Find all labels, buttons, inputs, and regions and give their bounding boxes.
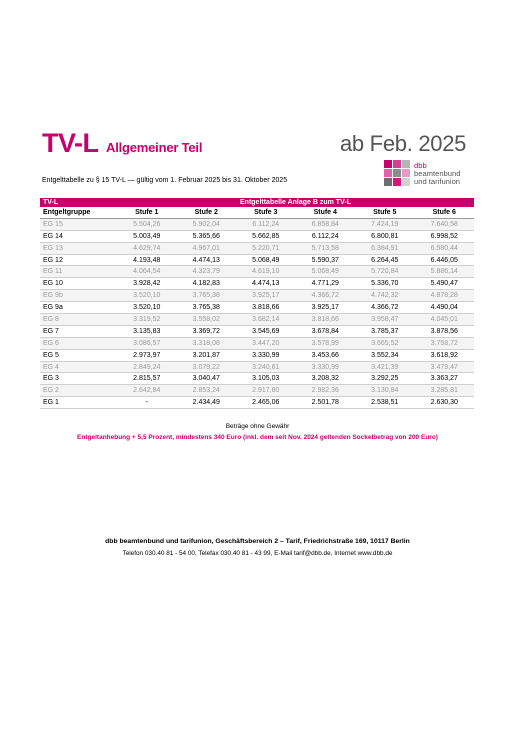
table-title-row xyxy=(40,198,474,207)
table-row xyxy=(40,314,474,326)
logo-line-3: und tarifunion xyxy=(414,177,461,186)
table-label-left: TV-L xyxy=(40,198,117,207)
salary-cell: 4.045,01 xyxy=(415,314,475,326)
pay-group-cell: EG 6 xyxy=(40,337,117,349)
salary-cell: 3.421,39 xyxy=(355,361,415,373)
effective-date: ab Feb. 2025 xyxy=(340,131,467,156)
salary-cell: 4.878,28 xyxy=(415,290,475,302)
table-row xyxy=(40,266,474,278)
salary-cell: 3.545,69 xyxy=(236,325,296,337)
salary-cell: 4.629,74 xyxy=(117,242,177,254)
salary-cell: 6.580,44 xyxy=(415,242,475,254)
salary-cell: 6.112,24 xyxy=(236,218,296,230)
salary-cell: 5.504,26 xyxy=(117,218,177,230)
salary-cell: 2.465,06 xyxy=(236,397,296,409)
salary-cell: 3.330,99 xyxy=(296,361,356,373)
table-row xyxy=(40,290,474,302)
salary-cell: 2.917,80 xyxy=(236,385,296,397)
salary-cell: 4.366,72 xyxy=(296,290,356,302)
salary-cell: 3.818,66 xyxy=(236,302,296,314)
salary-cell: 5.713,58 xyxy=(296,242,356,254)
salary-cell: 3.925,17 xyxy=(236,290,296,302)
salary-cell: 5.068,49 xyxy=(296,266,356,278)
salary-cell: 5.365,66 xyxy=(177,230,237,242)
pay-group-cell: EG 9a xyxy=(40,302,117,314)
salary-cell: 3.363,27 xyxy=(415,373,475,385)
footer-contact: Telefon 030.40 81 - 54 00, Telefax 030.40 81 - 43 99, E-Mail tarif@dbb.de, Internet www.dbb.de xyxy=(122,550,393,557)
salary-cell: 4.619,10 xyxy=(236,266,296,278)
table-row xyxy=(40,218,474,230)
table-row xyxy=(40,349,474,361)
salary-cell: 4.967,01 xyxy=(177,242,237,254)
pay-group-cell: EG 8 xyxy=(40,314,117,326)
pay-group-cell: EG 13 xyxy=(40,242,117,254)
table-row xyxy=(40,242,474,254)
salary-cell: 3.618,92 xyxy=(415,349,475,361)
pay-group-cell: EG 14 xyxy=(40,230,117,242)
logo-line-1: dbb xyxy=(414,161,427,170)
salary-cell: 7.424,19 xyxy=(355,218,415,230)
pay-group-cell: EG 4 xyxy=(40,361,117,373)
salary-cell: 5.003,49 xyxy=(117,230,177,242)
salary-cell: 3.479,47 xyxy=(415,361,475,373)
salary-cell: - xyxy=(117,397,177,409)
salary-cell: 3.447,20 xyxy=(236,337,296,349)
column-header: Stufe 6 xyxy=(415,207,475,218)
disclaimer-note: Beträge ohne Gewähr xyxy=(225,423,290,430)
table-row xyxy=(40,302,474,314)
salary-cell: 4.474,13 xyxy=(236,278,296,290)
salary-cell: 6.264,45 xyxy=(355,254,415,266)
salary-cell: 3.105,03 xyxy=(236,373,296,385)
logo-line-2: beamtenbund xyxy=(414,169,461,178)
salary-cell: 4.490,04 xyxy=(415,302,475,314)
dbb-logo-text xyxy=(414,162,460,186)
pay-group-cell: EG 9b xyxy=(40,290,117,302)
footer-address: dbb beamtenbund und tarifunion, Geschäftsbereich 2 – Tarif, Friedrichstraße 169, 10117 Berlin xyxy=(105,538,410,545)
raise-note: Entgeltanhebung + 5,5 Prozent, mindestens 340 Euro (inkl. dem seit Nov. 2024 geltenden Sockelbetrag von 200 Euro) xyxy=(77,434,438,441)
salary-cell: 3.925,17 xyxy=(296,302,356,314)
salary-cell: 3.552,34 xyxy=(355,349,415,361)
salary-cell: 3.765,38 xyxy=(177,290,237,302)
salary-cell: 3.765,38 xyxy=(177,302,237,314)
validity-line: Entgelttabelle zu § 15 TV-L — gültig vom 1. Februar 2025 bis 31. Oktober 2025 xyxy=(42,177,288,184)
salary-cell: 4.474,13 xyxy=(177,254,237,266)
pay-group-cell: EG 7 xyxy=(40,325,117,337)
salary-cell: 3.682,14 xyxy=(236,314,296,326)
pay-group-cell: EG 10 xyxy=(40,278,117,290)
salary-cell: 5.490,47 xyxy=(415,278,475,290)
salary-cell: 2.815,57 xyxy=(117,373,177,385)
salary-cell: 6.858,84 xyxy=(296,218,356,230)
salary-cell: 7.640,58 xyxy=(415,218,475,230)
salary-cell: 3.318,08 xyxy=(177,337,237,349)
salary-cell: 2.973,97 xyxy=(117,349,177,361)
salary-cell: 5.068,49 xyxy=(236,254,296,266)
salary-cell: 3.665,52 xyxy=(355,337,415,349)
salary-cell: 3.520,10 xyxy=(117,290,177,302)
salary-cell: 3.758,72 xyxy=(415,337,475,349)
salary-cell: 3.285,81 xyxy=(415,385,475,397)
salary-cell: 5.220,71 xyxy=(236,242,296,254)
salary-cell: 2.982,36 xyxy=(296,385,356,397)
salary-cell: 3.135,83 xyxy=(117,325,177,337)
column-header: Stufe 1 xyxy=(117,207,177,218)
column-header: Entgeltgruppe xyxy=(40,207,117,218)
salary-cell: 5.886,14 xyxy=(415,266,475,278)
pay-group-cell: EG 5 xyxy=(40,349,117,361)
salary-cell: 3.319,52 xyxy=(117,314,177,326)
table-row xyxy=(40,373,474,385)
salary-cell: 3.678,84 xyxy=(296,325,356,337)
salary-cell: 4.193,48 xyxy=(117,254,177,266)
salary-cell: 3.208,32 xyxy=(296,373,356,385)
table-row xyxy=(40,397,474,409)
salary-cell: 3.453,66 xyxy=(296,349,356,361)
salary-cell: 3.785,37 xyxy=(355,325,415,337)
salary-cell: 3.130,84 xyxy=(355,385,415,397)
pay-group-cell: EG 3 xyxy=(40,373,117,385)
salary-cell: 6.112,24 xyxy=(296,230,356,242)
table-row xyxy=(40,278,474,290)
salary-cell: 4.064,54 xyxy=(117,266,177,278)
salary-cell: 3.201,87 xyxy=(177,349,237,361)
table-row xyxy=(40,337,474,349)
column-header: Stufe 4 xyxy=(296,207,356,218)
salary-cell: 3.520,10 xyxy=(117,302,177,314)
column-header: Stufe 2 xyxy=(177,207,237,218)
pay-group-cell: EG 15 xyxy=(40,218,117,230)
salary-cell: 5.902,04 xyxy=(177,218,237,230)
salary-cell: 3.040,47 xyxy=(177,373,237,385)
salary-cell: 4.323,79 xyxy=(177,266,237,278)
salary-cell: 3.369,72 xyxy=(177,325,237,337)
salary-cell: 3.240,61 xyxy=(236,361,296,373)
column-header: Stufe 3 xyxy=(236,207,296,218)
salary-cell: 2.853,24 xyxy=(177,385,237,397)
salary-cell: 3.558,02 xyxy=(177,314,237,326)
salary-cell: 2.630,30 xyxy=(415,397,475,409)
page-subtitle: Allgemeiner Teil xyxy=(106,140,203,155)
salary-cell: 3.086,57 xyxy=(117,337,177,349)
dbb-logo-mark-icon xyxy=(384,160,410,186)
page-title: TV-L xyxy=(42,128,99,158)
salary-cell: 5.662,85 xyxy=(236,230,296,242)
salary-cell: 3.292,25 xyxy=(355,373,415,385)
salary-cell: 6.998,52 xyxy=(415,230,475,242)
table-row xyxy=(40,230,474,242)
table-label-center: Entgelttabelle Anlage B zum TV-L xyxy=(117,198,474,207)
table-row xyxy=(40,361,474,373)
salary-cell: 3.818,66 xyxy=(296,314,356,326)
salary-cell: 2.642,84 xyxy=(117,385,177,397)
salary-cell: 3.928,42 xyxy=(117,278,177,290)
column-header: Stufe 5 xyxy=(355,207,415,218)
salary-cell: 5.720,84 xyxy=(355,266,415,278)
salary-cell: 6.384,91 xyxy=(355,242,415,254)
pay-group-cell: EG 1 xyxy=(40,397,117,409)
salary-cell: 4.182,83 xyxy=(177,278,237,290)
salary-table xyxy=(40,198,474,409)
salary-cell: 4.742,32 xyxy=(355,290,415,302)
salary-table-body xyxy=(40,198,474,409)
salary-cell: 5.590,37 xyxy=(296,254,356,266)
salary-cell: 3.878,56 xyxy=(415,325,475,337)
salary-cell: 4.366,72 xyxy=(355,302,415,314)
salary-cell: 3.578,99 xyxy=(296,337,356,349)
pay-group-cell: EG 12 xyxy=(40,254,117,266)
dbb-logo xyxy=(384,160,474,190)
salary-cell: 6.800,81 xyxy=(355,230,415,242)
salary-cell: 4.771,29 xyxy=(296,278,356,290)
table-row xyxy=(40,385,474,397)
salary-cell: 3.330,99 xyxy=(236,349,296,361)
salary-cell: 2.849,24 xyxy=(117,361,177,373)
pay-group-cell: EG 11 xyxy=(40,266,117,278)
salary-cell: 5.336,70 xyxy=(355,278,415,290)
pay-group-cell: EG 2 xyxy=(40,385,117,397)
salary-cell: 6.446,05 xyxy=(415,254,475,266)
salary-cell: 2.434,49 xyxy=(177,397,237,409)
salary-cell: 3.079,22 xyxy=(177,361,237,373)
table-row xyxy=(40,325,474,337)
salary-cell: 2.538,51 xyxy=(355,397,415,409)
salary-cell: 2.501,78 xyxy=(296,397,356,409)
salary-cell: 3.958,47 xyxy=(355,314,415,326)
table-row xyxy=(40,254,474,266)
table-column-header-row xyxy=(40,207,474,218)
